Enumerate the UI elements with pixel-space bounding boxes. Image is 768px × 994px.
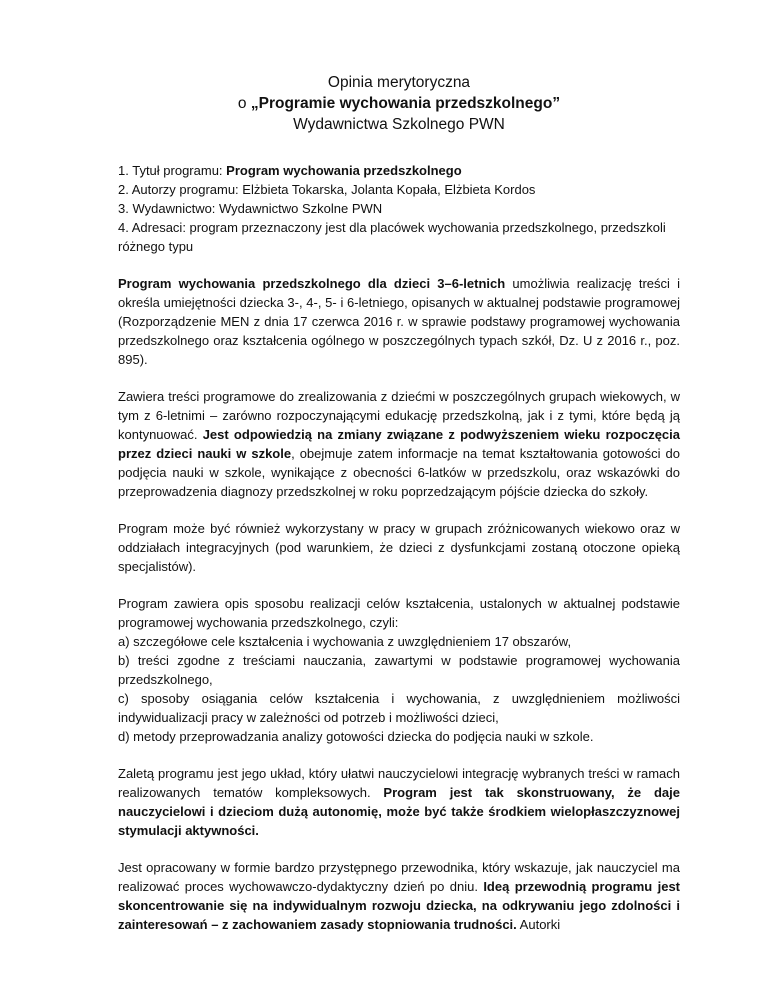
meta-item-audience: 4. Adresaci: program przeznaczony jest dla placówek wychowania przedszkolnego, przedszkoli różnego typu bbox=[118, 220, 666, 254]
meta-item-title-value: Program wychowania przedszkolnego bbox=[226, 163, 462, 178]
goals-intro: Program zawiera opis sposobu realizacji celów kształcenia, ustalonych w aktualnej podstawie programowej wychowania przedszkolnego, czyli: bbox=[118, 596, 680, 630]
title-line-3: Wydawnictwa Szkolnego PWN bbox=[293, 116, 505, 133]
meta-item-title bbox=[118, 161, 680, 180]
paragraph-advantages-text: Zaletą programu jest jego układ, który ułatwi nauczycielowi integrację wybranych treści w ramach realizowanych tematów kompleksowych. bbox=[118, 766, 680, 800]
title-line-1: Opinia merytoryczna bbox=[327, 74, 471, 91]
meta-item-publisher: 3. Wydawnictwo: Wydawnictwo Szkolne PWN bbox=[118, 201, 383, 216]
title-program-name: „Programie wychowania przedszkolnego” bbox=[250, 95, 561, 112]
paragraph-goals bbox=[118, 594, 680, 746]
paragraph-content-text-2: , obejmuje zatem informacje na temat kształtowania gotowości do podjęcia nauki w szkole, wynikające z obecności 6-latków w przedszkolu, oraz wskazówki do przeprowadzenia diagnozy przedszkolnej w roku poprzedzającym pójście dziecka do szkoły. bbox=[118, 446, 680, 499]
paragraph-advantages bbox=[118, 764, 680, 840]
title-line-2 bbox=[118, 93, 680, 114]
paragraph-content-text-1: Zawiera treści programowe do zrealizowania z dziećmi w poszczególnych grupach wiekowych, w tym z 6-letnimi – zarówno rozpoczynającymi edukację przedszkolną, jak i z tymi, które będą ją kontynuować. bbox=[118, 389, 680, 442]
paragraph-intro-text: umożliwia realizację treści i określa umiejętności dziecka 3-, 4-, 5- i 6-letniego, opisanych w aktualnej podstawie programowej (Rozporządzenie MEN z dnia 17 czerwca 2016 r. w sprawie podstawy programowej wychowania przedszkolnego oraz kształcenia ogólnego w poszczególnych typach szkół, Dz. U z 2016 r., poz. 895). bbox=[118, 276, 680, 367]
paragraph-guide-text-2: Autorki bbox=[516, 917, 561, 932]
goals-item-c: c) sposoby osiągania celów kształcenia i wychowania, z uwzględnieniem możliwości indywidualizacji pracy w zależności od potrzeb i możliwości dzieci, bbox=[118, 691, 680, 725]
paragraph-intro-bold: Program wychowania przedszkolnego dla dzieci 3–6-letnich bbox=[118, 276, 506, 291]
meta-item-title-label: 1. Tytuł programu: bbox=[118, 163, 227, 178]
title-prefix: o bbox=[237, 95, 251, 112]
program-meta-list bbox=[118, 161, 680, 256]
paragraph-advantages-bold: Program jest tak skonstruowany, że daje nauczycielowi i dzieciom dużą autonomię, może być także środkiem wielopłaszczyznowej stymulacji aktywności. bbox=[118, 785, 681, 838]
goals-item-a: a) szczegółowe cele kształcenia i wychowania z uwzględnieniem 17 obszarów, bbox=[118, 634, 572, 649]
paragraph-usage: Program może być również wykorzystany w pracy w grupach zróżnicowanych wiekowo oraz w oddziałach integracyjnych (pod warunkiem, że dzieci z dysfunkcjami zostaną otoczone opieką specjalistów). bbox=[118, 521, 680, 574]
paragraph-intro bbox=[118, 274, 680, 369]
goals-item-d: d) metody przeprowadzania analizy gotowości dziecka do podjęcia nauki w szkole. bbox=[118, 729, 594, 744]
goals-item-b: b) treści zgodne z treściami nauczania, zawartymi w podstawie programowej wychowania przedszkolnego, bbox=[118, 653, 680, 687]
document-title bbox=[118, 72, 680, 135]
paragraph-guide bbox=[118, 858, 680, 934]
document-page bbox=[118, 72, 680, 952]
meta-item-authors: 2. Autorzy programu: Elżbieta Tokarska, Jolanta Kopała, Elżbieta Kordos bbox=[118, 182, 536, 197]
paragraph-guide-bold: Ideą przewodnią programu jest skoncentrowanie się na indywidualnym rozwoju dziecka, na odkrywaniu jego zdolności i zainteresowań – z zachowaniem zasady stopniowania trudności. bbox=[118, 879, 680, 932]
paragraph-content bbox=[118, 387, 680, 501]
paragraph-guide-text-1: Jest opracowany w formie bardzo przystępnego przewodnika, który wskazuje, jak nauczyciel ma realizować proces wychowawczo-dydaktyczny dzień po dniu. bbox=[118, 860, 680, 894]
paragraph-content-bold: Jest odpowiedzią na zmiany związane z podwyższeniem wieku rozpoczęcia przez dzieci nauki w szkole bbox=[118, 427, 680, 461]
